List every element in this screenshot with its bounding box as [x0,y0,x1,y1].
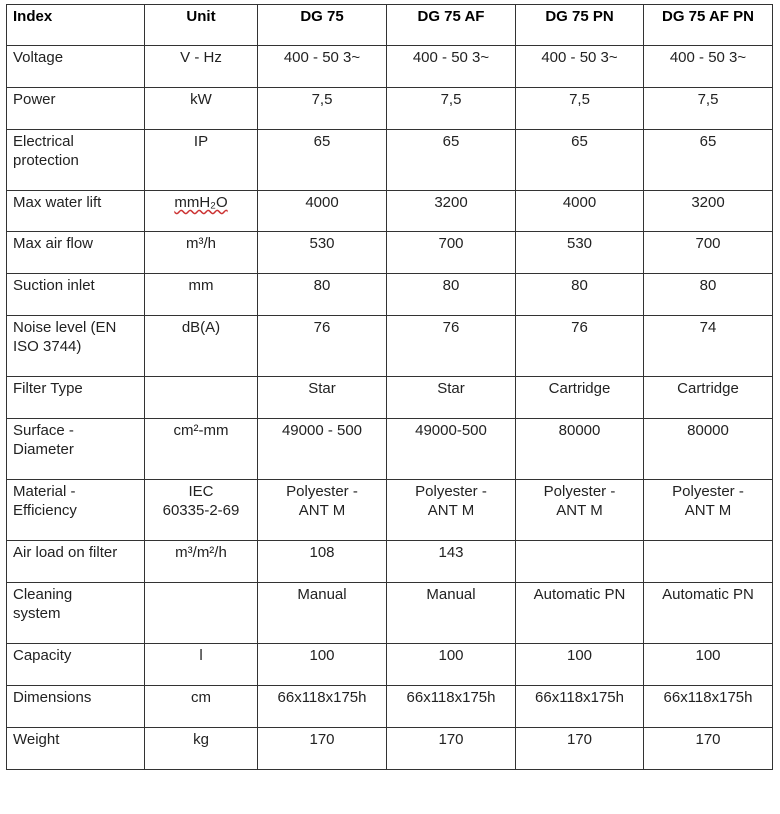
value-line: Polyester - [286,483,358,500]
index-cell [7,377,145,419]
table-row [7,686,773,728]
value-line: 65 [313,133,331,150]
index-line: ISO 3744) [13,338,82,355]
index-line: Noise level (EN [13,319,117,336]
value-line: 66x118x175h [535,689,624,706]
value-cell [516,274,644,316]
value-cell [644,541,773,583]
table-row [7,316,773,377]
index-cell [7,130,145,191]
value-cell [387,130,516,191]
index-line: Max air flow [13,235,94,252]
value-cell [258,191,387,232]
table-row [7,130,773,191]
value-line: 100 [695,647,721,664]
value-line: 66x118x175h [406,689,496,706]
table-row [7,377,773,419]
index-line: Dimensions [13,689,92,706]
value-line: ANT M [684,502,732,519]
index-line: Material - [13,483,76,500]
table-row [7,191,773,232]
value-line: 7,5 [440,91,462,108]
unit-line: m³/m²/h [175,544,227,561]
unit-line: cm²-mm [173,422,229,439]
value-line: Star [308,380,336,397]
unit-line: cm [191,689,211,706]
table-row [7,644,773,686]
value-cell [387,644,516,686]
index-cell [7,419,145,480]
value-line: Star [437,380,465,397]
value-line: 530 [309,235,335,252]
unit-cell [145,274,258,316]
value-cell [258,316,387,377]
value-line: 66x118x175h [277,689,367,706]
unit-line: V - Hz [180,49,222,66]
value-line: 7,5 [569,91,590,108]
header-index: Index [7,5,145,46]
value-line: Manual [426,586,476,603]
value-line: Automatic PN [533,586,626,603]
value-line: Automatic PN [662,586,754,603]
value-cell [644,583,773,644]
value-cell [644,316,773,377]
header-model-dg75afpn: DG 75 AF PN [644,5,773,46]
value-line: 400 - 50 3~ [541,49,618,66]
index-line: Max water lift [13,194,102,211]
value-line: 100 [309,647,335,664]
index-line: Surface - [13,422,74,439]
header-model-dg75af: DG 75 AF [387,5,516,46]
index-line: protection [13,152,79,169]
table-row [7,728,773,770]
unit-cell [145,583,258,644]
index-line: Filter Type [13,380,83,397]
unit-cell [145,130,258,191]
value-line: 170 [566,731,593,748]
table-row [7,232,773,274]
index-cell [7,274,145,316]
unit-cell [145,316,258,377]
header-model-dg75pn: DG 75 PN [516,5,644,46]
value-cell [516,419,644,480]
value-line: 3200 [434,194,468,211]
index-cell [7,46,145,88]
value-line: 65 [571,133,588,150]
unit-cell [145,377,258,419]
value-cell [644,644,773,686]
value-cell [644,480,773,541]
unit-line: kW [190,91,212,108]
unit-line: mm [188,277,214,294]
header-unit: Unit [145,5,258,46]
value-line: 80000 [687,422,729,439]
value-cell [516,191,644,232]
value-cell [516,130,644,191]
value-cell [258,46,387,88]
index-cell [7,191,145,232]
value-line: 66x118x175h [663,689,753,706]
value-line: 65 [442,133,460,150]
table-row [7,480,773,541]
unit-line: dB(A) [181,319,221,336]
unit-cell [145,644,258,686]
value-cell [258,728,387,770]
value-line: Cartridge [677,380,739,397]
unit-cell [145,88,258,130]
index-line: Cleaning [13,586,73,603]
value-line: 170 [438,731,464,748]
value-cell [387,191,516,232]
value-line: 80000 [558,422,601,439]
table-body [7,46,773,770]
index-line: Voltage [13,49,64,66]
value-line: 80 [699,277,717,294]
value-line: Polyester - [543,483,616,500]
value-cell [644,377,773,419]
value-line: 100 [438,647,464,664]
header-row [7,5,773,46]
value-cell [516,644,644,686]
value-line: 76 [571,319,588,336]
unit-cell [145,191,258,232]
index-line: Suction inlet [13,277,95,294]
value-cell [516,728,644,770]
value-line: 143 [438,544,464,561]
index-line: Weight [13,731,60,748]
value-cell [258,541,387,583]
value-line: Manual [297,586,347,603]
value-line: 49000-500 [415,422,487,439]
value-line: 76 [313,319,331,336]
index-line: Efficiency [13,502,77,519]
value-line: 74 [699,319,717,336]
value-line: 170 [695,731,721,748]
index-cell [7,728,145,770]
unit-cell [145,46,258,88]
value-cell [387,728,516,770]
value-cell [258,130,387,191]
table-row [7,541,773,583]
value-cell [516,88,644,130]
value-cell [644,686,773,728]
value-cell [516,480,644,541]
value-line: 400 - 50 3~ [412,49,490,66]
value-cell [516,541,644,583]
unit-cell [145,686,258,728]
value-cell [387,88,516,130]
table-row [7,419,773,480]
index-line: Electrical [13,133,74,150]
unit-line: l [199,647,203,664]
unit-line: 60335-2-69 [162,502,240,519]
index-cell [7,316,145,377]
value-line: 3200 [691,194,725,211]
unit-cell [145,232,258,274]
value-line: 80 [442,277,460,294]
unit-line: kg [193,731,209,748]
value-cell [387,583,516,644]
value-line: 100 [566,647,593,664]
index-cell [7,480,145,541]
value-line: 7,5 [311,91,333,108]
table-row [7,46,773,88]
value-cell [387,232,516,274]
header-model-dg75: DG 75 [258,5,387,46]
table-row [7,88,773,130]
value-line: Cartridge [548,380,611,397]
value-line: 4000 [305,194,339,211]
value-line: ANT M [298,502,346,519]
value-cell [644,88,773,130]
value-cell [258,377,387,419]
index-cell [7,232,145,274]
value-cell [644,191,773,232]
value-cell [258,419,387,480]
value-line: Polyester - [672,483,744,500]
value-line: 170 [309,731,335,748]
index-line: system [13,605,61,622]
index-cell [7,541,145,583]
value-cell [387,541,516,583]
value-line: 76 [442,319,460,336]
index-cell [7,644,145,686]
value-cell [258,88,387,130]
index-line: Diameter [13,441,74,458]
value-cell [258,583,387,644]
value-cell [387,316,516,377]
value-cell [644,274,773,316]
index-cell [7,583,145,644]
index-line: Capacity [13,647,72,664]
value-line: ANT M [556,502,603,519]
spec-table [6,4,773,770]
value-cell [516,316,644,377]
table-row [7,583,773,644]
value-cell [387,377,516,419]
value-line: 4000 [562,194,597,211]
value-cell [644,46,773,88]
value-line: 700 [438,235,464,252]
unit-line: m³/h [186,235,216,252]
value-line: 530 [566,235,593,252]
value-cell [516,46,644,88]
value-cell [516,232,644,274]
value-cell [387,480,516,541]
value-cell [387,46,516,88]
unit-line: IEC [188,483,214,500]
index-cell [7,88,145,130]
value-line: 700 [695,235,721,252]
value-cell [516,583,644,644]
value-cell [258,232,387,274]
value-line: 400 - 50 3~ [669,49,747,66]
unit-cell [145,728,258,770]
unit-cell [145,419,258,480]
index-line: Power [13,91,56,108]
value-line: 65 [699,133,717,150]
value-line: 49000 - 500 [281,422,363,439]
value-cell [258,644,387,686]
table-row [7,274,773,316]
value-cell [387,274,516,316]
value-cell [644,130,773,191]
value-line: 80 [313,277,331,294]
value-cell [258,274,387,316]
value-cell [258,686,387,728]
unit-line: IP [193,133,209,150]
value-line: ANT M [427,502,475,519]
value-cell [644,728,773,770]
value-line: 7,5 [697,91,719,108]
unit-cell [145,480,258,541]
value-line: 108 [309,544,335,561]
value-cell [387,419,516,480]
value-cell [516,377,644,419]
value-line: Polyester - [415,483,487,500]
value-cell [644,419,773,480]
index-cell [7,686,145,728]
value-cell [644,232,773,274]
value-cell [258,480,387,541]
value-line: 400 - 50 3~ [283,49,361,66]
value-cell [387,686,516,728]
value-line: 80 [571,277,588,294]
unit-line: mmH₂O [174,194,228,211]
index-line: Air load on filter [13,544,118,561]
value-cell [516,686,644,728]
unit-cell [145,541,258,583]
